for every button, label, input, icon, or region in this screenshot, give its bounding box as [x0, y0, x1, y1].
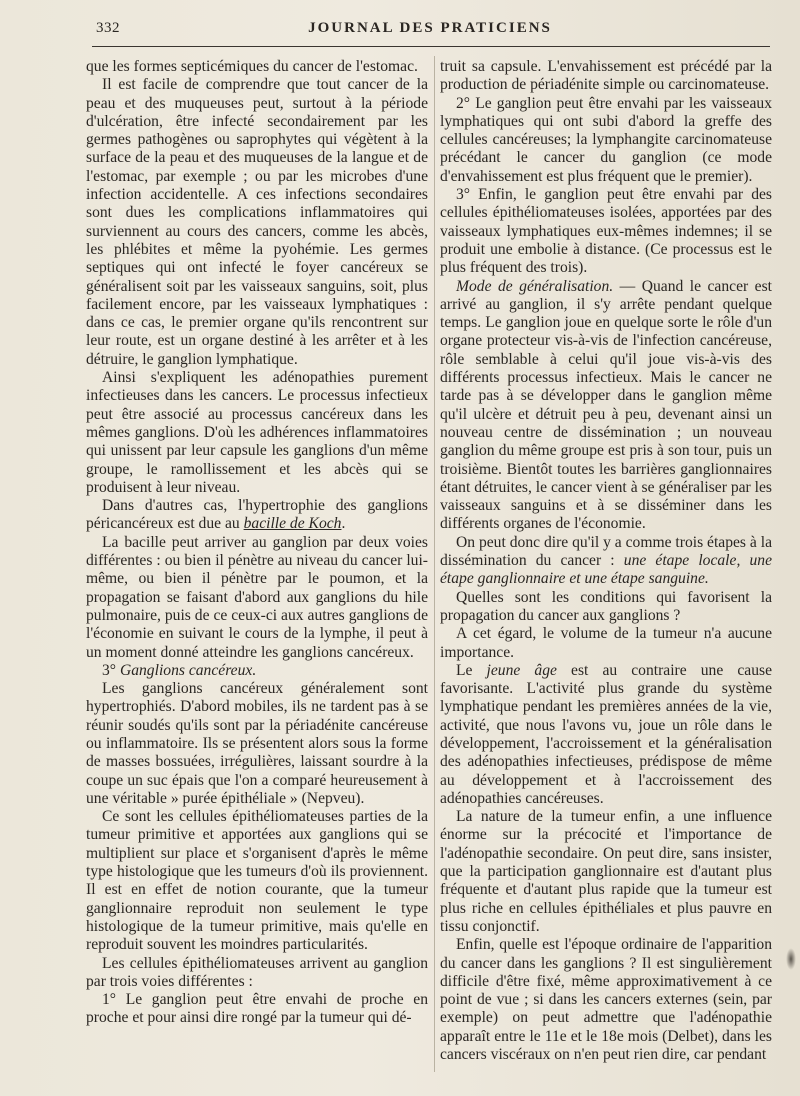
text: On peut donc dire qu'il y a comme trois étapes à la dissémination du cancer : — [440, 533, 772, 570]
paragraph: Ainsi s'expliquent les adénopathies purement infectieuses dans les cancers. Le processus infectieux peut être associé au processus cancéreux dans les mêmes ganglions. D'où les adhérences inflammatoires qui unissent par leur capsule les ganglions d'un même groupe, le ramollissement et les abcès qui se produisent à leur niveau. — [86, 369, 428, 496]
text: . — [341, 515, 346, 533]
text: est au contraire une cause favorisante. L'activité plus grande du système lymphatique pendant les premières années de la vie, activité, que nous l'avons vu, joue un rôle dans le développement, l'accroissement et la généralisation des adénopathies infectieuses, prédispose de même au développement et à l'accroissement des adénopathies cancéreuses. — [440, 661, 772, 807]
paragraph: Les cellules épithéliomateuses arrivent au ganglion par trois voies différentes : — [86, 954, 428, 990]
page-number: 332 — [96, 20, 120, 36]
italic-heading: Mode de généralisation. — [456, 277, 614, 295]
paragraph: Il est facile de comprendre que tout cancer de la peau et des muqueuses peut, surtout à la période d'ulcération, être infecté secondairement par les germes pathogènes ou saprophytes qui végètent à la surface de la peau et des muqueuses de la langue et de l'estomac, par exemple ; ou par les microbes d'une infection accidentelle. A ces infections secondaires sont dues les complications inflammatoires qui surviennent au cours des cancers, comme les abcès, les phlébites et même la pyohémie. Les germes septiques qui ont infecté le foyer cancéreux se généralisent soit par les vaisseaux sanguins, soit, plus facilement encore, par les vaisseaux lymphatiques : dans ce cas, le premier organe qu'ils rencontrent sur leur route, est un organe destiné à les arrêter et à les détruire, le ganglion lymphatique. — [86, 76, 428, 368]
section-number: 3° — [102, 661, 117, 679]
paragraph: Quelles sont les conditions qui favorisent la propagation du cancer aux ganglions ? — [440, 588, 772, 624]
paragraph: La nature de la tumeur enfin, a une influence énorme sur la précocité et l'importance de l'adénopathie secondaire. On peut dire, sans insister, que la participation ganglionnaire est d'autant plus fréquente et d'autant plus rapide que la tumeur est plus riche en cellules épithéliales et plus pauvre en tissu conjonctif. — [440, 808, 772, 935]
left-column — [86, 58, 428, 1028]
paragraph — [440, 278, 772, 534]
paragraph — [440, 662, 772, 808]
paragraph: que les formes septicémiques du cancer de l'estomac. — [86, 58, 418, 75]
paragraph: A cet égard, le volume de la tumeur n'a aucune importance. — [440, 625, 772, 661]
page-header — [92, 18, 768, 42]
paragraph: La bacille peut arriver au ganglion par deux voies différentes : ou bien il pénètre au niveau du cancer lui-même, ou bien il pénètre par le poumon, et la propagation se faisant d'abord aux ganglions du hile pulmonaire, puis de ce ceux-ci aux autres ganglions de l'économie en suivant le cours de la lymphe, il peut à un moment donné atteindre les ganglions cancéreux. — [86, 533, 428, 661]
paragraph: 2° Le ganglion peut être envahi par les vaisseaux lymphatiques qui ont subi d'abord la greffe des cellules cancéreuses; la lymphangite carcinomateuse précédant le cancer du ganglion (ce mode d'envahissement est plus fréquent que le premier). — [440, 94, 772, 185]
paragraph: truit sa capsule. L'envahissement est précédé par la production de périadénite simple ou carcinomateuse. — [440, 58, 772, 94]
paragraph — [86, 497, 428, 534]
paragraph: Ce sont les cellules épithéliomateuses parties de la tumeur primitive et apportées aux ganglions qui se multiplient sur place et s'organisent d'après le même type histologique que les tumeurs d'où ils proviennent. Il est en effet de notion courante, que la tumeur ganglionnaire reproduit non seulement le type histologique de la tumeur primitive, mais qu'elle en reproduit souvent les moindres particularités. — [86, 808, 428, 954]
paragraph: Enfin, quelle est l'époque ordinaire de l'apparition du cancer dans les ganglions ? Il est singulièrement difficile d'être fixé, même approximativement à ce point de vue ; si dans les cancers externes (sein, par exemple) on peut admettre que l'adénopathie apparaît entre le 11e et le 18e mois (Delbet), dans les cancers viscéraux on n'en peut rien dire, car pendant — [440, 936, 772, 1064]
text: — Quand le cancer est arrivé au ganglion, il s'y arrête pendant quelque temps. Le ganglion joue en quelque sorte le rôle d'un organe protecteur vis-à-vis de l'infection cancéreuse, rôle semblable à celui qu'il joue vis-à-vis des différents processus infectieux. Mais le cancer ne tarde pas à se développer dans le ganglion même qu'il ulcère et détruit peu à peu, devenant ainsi un nouveau centre de dissémination ; un nouveau ganglion du même groupe est pris à son tour, puis un troisième. Bientôt toutes les barrières ganglionnaires étant détruites, le cancer vient à se généraliser par les vaisseaux sanguins et à se disséminer dans les différents organes de l'économie. — [440, 277, 772, 533]
running-head: JOURNAL DES PRATICIENS — [308, 20, 552, 36]
text: Le — [456, 661, 487, 679]
paragraph: 3° Enfin, le ganglion peut être envahi par des cellules épithéliomateuses isolées, apportées par des vaisseaux lymphatiques eux-mêmes indemnes; il se produit une embolie à distance. (Ce processus est le plus fréquent des trois). — [440, 186, 772, 277]
section-heading — [86, 662, 428, 680]
page-edge-mark — [786, 948, 796, 970]
column-divider — [434, 56, 435, 1072]
italic-text: une étape locale, une étape ganglionnaire et une étape sanguine. — [440, 552, 772, 588]
text: Dans d'autres cas, l'hypertrophie des ganglions péricancéreux est due au — [86, 497, 428, 533]
paragraph: 1° Le ganglion peut être envahi de proche en proche et pour ainsi dire rongé par la tumeur qui dé- — [86, 991, 428, 1027]
paragraph — [440, 534, 772, 589]
italic-text: bacille de Koch — [243, 515, 342, 533]
italic-text: jeune âge — [486, 661, 557, 679]
header-rule — [92, 46, 770, 47]
paragraph: Les ganglions cancéreux généralement sont hypertrophiés. D'abord mobiles, ils ne tardent pas à se réunir soudés qu'ils sont par la périadénite cancéreuse ou inflammatoire. Ils se présentent alors sous la forme de masses bossuées, irrégulières, laissant sourdre à la coupe un suc épais que l'on a comparé heureusement à une véritable » purée épithéliale » (Nepveu). — [86, 680, 428, 807]
section-title: Ganglions cancéreux. — [119, 661, 257, 679]
right-column — [440, 58, 772, 1064]
